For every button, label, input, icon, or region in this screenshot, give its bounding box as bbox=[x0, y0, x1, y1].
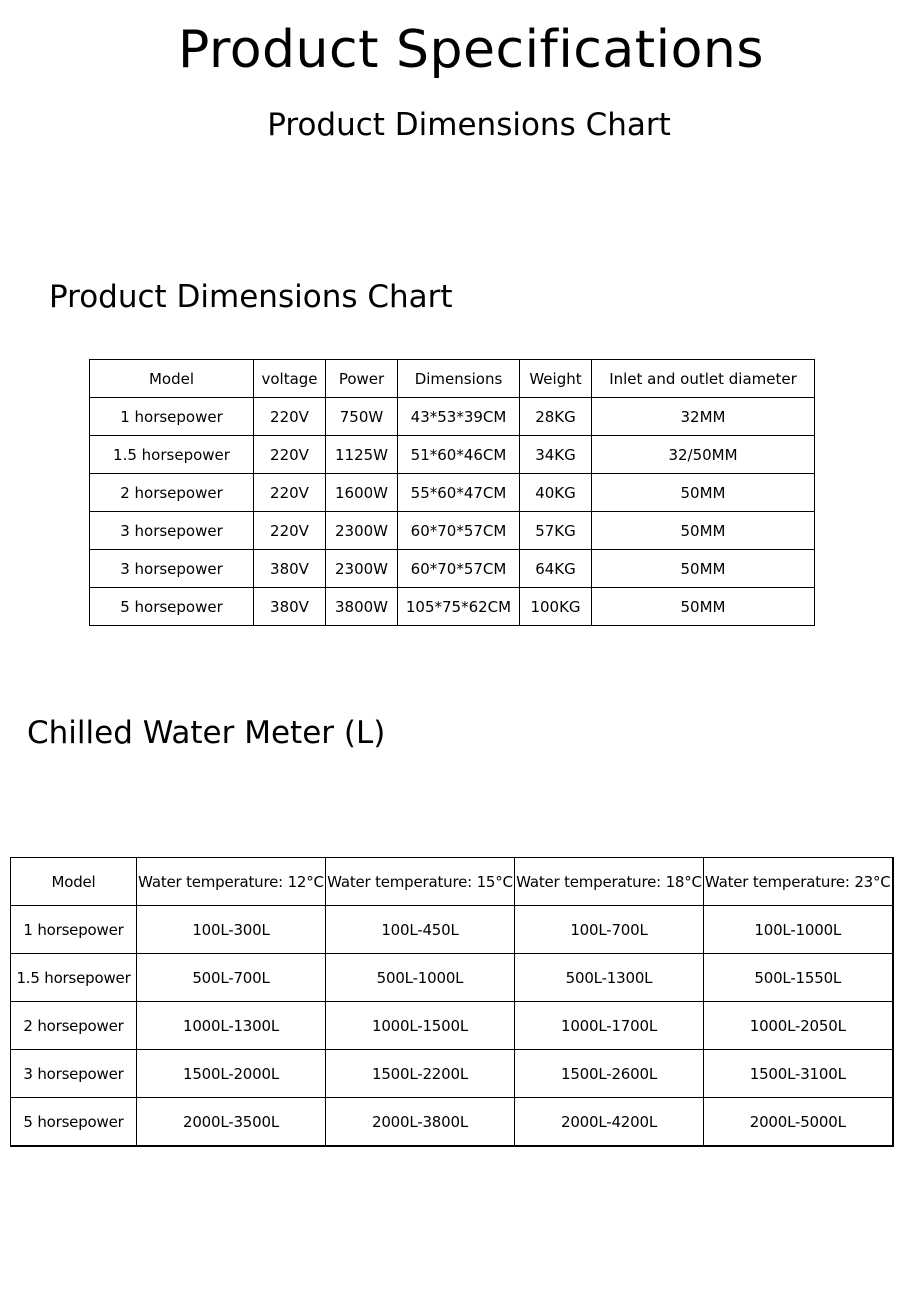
table-cell: 380V bbox=[254, 550, 326, 588]
table-cell: 5 horsepower bbox=[11, 1098, 137, 1147]
table-cell: 3 horsepower bbox=[11, 1050, 137, 1098]
table-cell: 50MM bbox=[592, 512, 815, 550]
table-cell: 3800W bbox=[326, 588, 398, 626]
table-row bbox=[90, 588, 815, 626]
table-cell: 1.5 horsepower bbox=[11, 954, 137, 1002]
dimensions-table bbox=[89, 359, 815, 626]
table-cell: 32/50MM bbox=[592, 436, 815, 474]
table-cell: 100KG bbox=[520, 588, 592, 626]
column-header: Water temperature: 12°C bbox=[137, 858, 326, 906]
table-cell: 750W bbox=[326, 398, 398, 436]
table-cell: 1500L-3100L bbox=[704, 1050, 893, 1098]
table-cell: 50MM bbox=[592, 474, 815, 512]
table-cell: 1 horsepower bbox=[11, 906, 137, 954]
table-cell: 51*60*46CM bbox=[398, 436, 520, 474]
table-row bbox=[11, 1098, 893, 1147]
table-cell: 500L-700L bbox=[137, 954, 326, 1002]
table-row bbox=[90, 398, 815, 436]
table-cell: 1500L-2600L bbox=[515, 1050, 704, 1098]
table-row bbox=[11, 954, 893, 1002]
table-cell: 57KG bbox=[520, 512, 592, 550]
table-cell: 1000L-1700L bbox=[515, 1002, 704, 1050]
table-cell: 5 horsepower bbox=[90, 588, 254, 626]
table-cell: 100L-1000L bbox=[704, 906, 893, 954]
table-cell: 220V bbox=[254, 436, 326, 474]
column-header: Power bbox=[326, 360, 398, 398]
table-cell: 64KG bbox=[520, 550, 592, 588]
table-cell: 3 horsepower bbox=[90, 512, 254, 550]
table-cell: 43*53*39CM bbox=[398, 398, 520, 436]
column-header: Water temperature: 15°C bbox=[326, 858, 515, 906]
table-cell: 105*75*62CM bbox=[398, 588, 520, 626]
table-cell: 2000L-3500L bbox=[137, 1098, 326, 1147]
table-row bbox=[90, 474, 815, 512]
dimensions-section-heading: Product Dimensions Chart bbox=[49, 279, 453, 315]
column-header: Water temperature: 18°C bbox=[515, 858, 704, 906]
table-row bbox=[90, 550, 815, 588]
table-cell: 3 horsepower bbox=[90, 550, 254, 588]
table-cell: 1.5 horsepower bbox=[90, 436, 254, 474]
table-cell: 2300W bbox=[326, 512, 398, 550]
table-cell: 60*70*57CM bbox=[398, 512, 520, 550]
column-header: voltage bbox=[254, 360, 326, 398]
table-cell: 500L-1550L bbox=[704, 954, 893, 1002]
table-row bbox=[11, 906, 893, 954]
chilled-water-table bbox=[10, 857, 894, 1147]
page-title: Product Specifications bbox=[178, 20, 764, 80]
table-cell: 55*60*47CM bbox=[398, 474, 520, 512]
table-row bbox=[11, 1002, 893, 1050]
table-cell: 1500L-2200L bbox=[326, 1050, 515, 1098]
table-header-row bbox=[11, 858, 893, 906]
table-row bbox=[90, 436, 815, 474]
column-header: Model bbox=[11, 858, 137, 906]
table-cell: 100L-700L bbox=[515, 906, 704, 954]
table-cell: 2 horsepower bbox=[11, 1002, 137, 1050]
table-cell: 220V bbox=[254, 512, 326, 550]
table-cell: 500L-1000L bbox=[326, 954, 515, 1002]
table-cell: 1000L-1500L bbox=[326, 1002, 515, 1050]
table-cell: 1000L-2050L bbox=[704, 1002, 893, 1050]
table-cell: 1125W bbox=[326, 436, 398, 474]
table-header-row bbox=[90, 360, 815, 398]
table-cell: 2 horsepower bbox=[90, 474, 254, 512]
column-header: Inlet and outlet diameter bbox=[592, 360, 815, 398]
table-cell: 28KG bbox=[520, 398, 592, 436]
table-cell: 40KG bbox=[520, 474, 592, 512]
table-cell: 380V bbox=[254, 588, 326, 626]
column-header: Model bbox=[90, 360, 254, 398]
table-cell: 32MM bbox=[592, 398, 815, 436]
column-header: Dimensions bbox=[398, 360, 520, 398]
table-cell: 220V bbox=[254, 398, 326, 436]
table-cell: 2000L-5000L bbox=[704, 1098, 893, 1147]
table-cell: 2000L-4200L bbox=[515, 1098, 704, 1147]
table-cell: 100L-450L bbox=[326, 906, 515, 954]
table-cell: 2000L-3800L bbox=[326, 1098, 515, 1147]
table-cell: 50MM bbox=[592, 588, 815, 626]
column-header: Weight bbox=[520, 360, 592, 398]
table-row bbox=[11, 1050, 893, 1098]
table-cell: 220V bbox=[254, 474, 326, 512]
column-header: Water temperature: 23°C bbox=[704, 858, 893, 906]
table-cell: 500L-1300L bbox=[515, 954, 704, 1002]
table-cell: 1500L-2000L bbox=[137, 1050, 326, 1098]
table-cell: 2300W bbox=[326, 550, 398, 588]
table-cell: 34KG bbox=[520, 436, 592, 474]
page-subtitle: Product Dimensions Chart bbox=[267, 107, 671, 143]
table-cell: 60*70*57CM bbox=[398, 550, 520, 588]
table-cell: 50MM bbox=[592, 550, 815, 588]
water-section-heading: Chilled Water Meter (L) bbox=[27, 715, 386, 751]
table-cell: 1600W bbox=[326, 474, 398, 512]
table-cell: 1 horsepower bbox=[90, 398, 254, 436]
table-cell: 1000L-1300L bbox=[137, 1002, 326, 1050]
table-cell: 100L-300L bbox=[137, 906, 326, 954]
table-row bbox=[90, 512, 815, 550]
